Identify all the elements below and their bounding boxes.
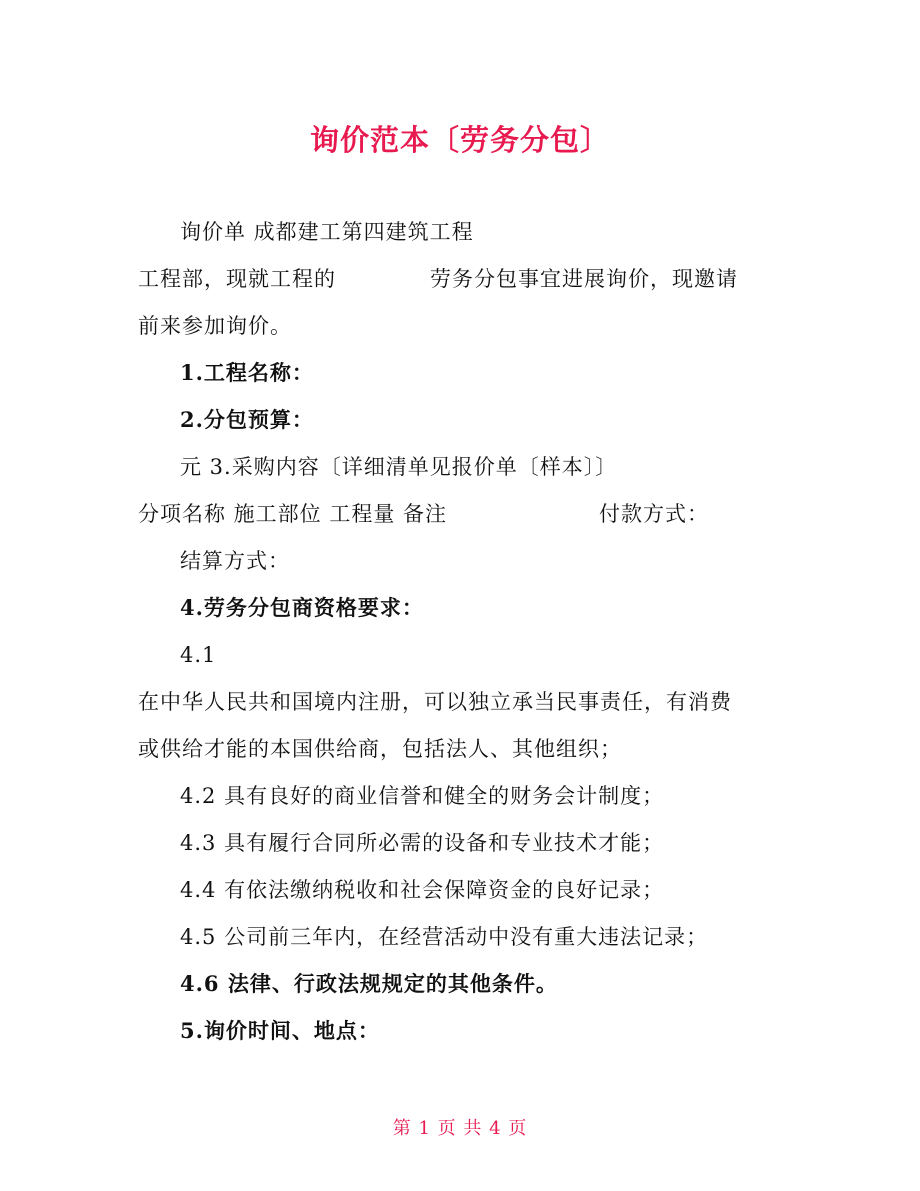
- body-line-segment: 工程部，现就工程的: [138, 267, 336, 291]
- document-title: 询价范本〔劳务分包〕: [309, 123, 610, 157]
- body-line-segment: 劳务分包事宜进展询价，现邀请: [430, 267, 738, 291]
- section-heading: 4.6 法律、行政法规规定的其他条件。: [180, 971, 558, 996]
- section-heading: 1.工程名称：: [180, 360, 314, 385]
- body-line: 4.4 有依法缴纳税收和社会保障资金的良好记录；: [180, 878, 665, 902]
- body-line: 前来参加询价。: [138, 314, 292, 338]
- body-line: 询价单 成都建工第四建筑工程: [180, 220, 474, 244]
- section-heading: 4.劳务分包商资格要求：: [180, 595, 424, 620]
- body-line: 在中华人民共和国境内注册，可以独立承当民事责任，有消费: [138, 690, 732, 714]
- body-line: 4.5 公司前三年内，在经营活动中没有重大违法记录；: [180, 925, 709, 949]
- section-heading: 2.分包预算：: [180, 407, 314, 432]
- section-heading: 5.询价时间、地点：: [180, 1018, 380, 1043]
- body-line-segment: 付款方式：: [599, 502, 710, 526]
- body-line: 4.2 具有良好的商业信誉和健全的财务会计制度；: [180, 784, 665, 808]
- body-line-segment: 分项名称 施工部位 工程量 备注: [138, 502, 448, 526]
- body-line: 或供给才能的本国供给商，包括法人、其他组织；: [138, 737, 622, 761]
- body-line: 4.3 具有履行合同所必需的设备和专业技术才能；: [180, 831, 665, 855]
- body-line: [138, 499, 709, 529]
- body-line: 结算方式：: [180, 549, 290, 573]
- body-line: 4.1: [180, 643, 217, 667]
- body-line: 元 3.采购内容〔详细清单见报价单〔样本〕〕: [180, 455, 618, 479]
- body-line: [138, 264, 738, 294]
- page-number: 第 1 页 共 4 页: [392, 1118, 528, 1139]
